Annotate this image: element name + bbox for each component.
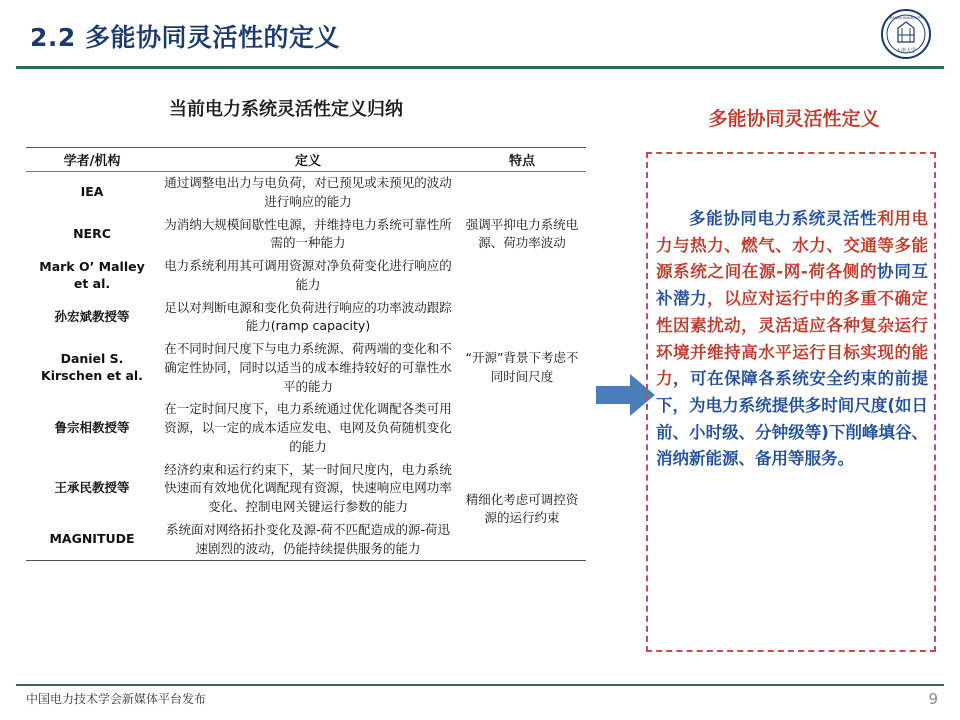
- column-header-feature: 特点: [458, 148, 586, 172]
- paragraph-segment-2: 协同互补潜力: [656, 262, 929, 309]
- table-title: 当前电力系统灵活性定义归纳: [169, 99, 403, 120]
- table-header-row: [26, 148, 586, 172]
- cell-feature: “开源”背景下考虑不同时间尺度: [465, 350, 579, 385]
- table-row: [26, 398, 586, 458]
- cell-scholar: 鲁宗相教授等: [54, 419, 130, 435]
- footer-text: 中国电力技术学会新媒体平台发布: [26, 692, 207, 706]
- cell-definition: 为消纳大规模间歇性电源，并维持电力系统可靠性所需的一种能力: [164, 216, 452, 251]
- page-title: 2.2 多能协同灵活性的定义: [30, 23, 340, 52]
- cell-scholar: NERC: [73, 225, 111, 241]
- cell-definition: 通过调整电出力与电负荷，对已预见或未预见的波动进行响应的能力: [164, 175, 452, 209]
- table-row: [26, 297, 586, 339]
- cell-scholar: Mark O’ Malley et al.: [39, 258, 145, 291]
- page-number: 9: [928, 690, 938, 708]
- cell-feature: 精细化考虑可调控资源的运行约束: [465, 491, 579, 526]
- table-row: [26, 459, 586, 519]
- cell-scholar: 王承民教授等: [54, 480, 130, 496]
- cell-definition: 系统面对网络拓扑变化及源-荷不匹配造成的源-荷迅速剧烈的波动，仍能持续提供服务的能力: [165, 521, 451, 556]
- cell-definition: 经济约束和运行约束下，某一时间尺度内，电力系统快速而有效地优化调配现有资源，快速响应电网功率变化、控制电网关键运行参数的能力: [164, 461, 452, 514]
- cell-definition: 电力系统利用其可调用资源对净负荷变化进行响应的能力: [164, 258, 452, 292]
- cell-feature: [458, 398, 586, 458]
- table-row: [26, 172, 586, 214]
- cell-definition: 足以对判断电源和变化负荷进行响应的功率波动跟踪能力(ramp capacity): [164, 299, 452, 334]
- paragraph-segment-1: 利用电力与热力、燃气、水力、交通等多能源系统之间在源-网-荷各侧的: [656, 209, 929, 282]
- table-bottom-rule: [26, 560, 586, 561]
- cell-scholar: 孙宏斌教授等: [54, 308, 130, 324]
- cell-feature: [458, 297, 586, 339]
- left-panel: [26, 95, 586, 556]
- definition-table-wrap: [26, 147, 586, 561]
- paragraph-segment-0: 多能协同电力系统灵活性: [689, 209, 878, 228]
- svg-text:天津大学: 天津大学: [895, 48, 917, 54]
- svg-text:TIANJIN UNIVERSITY: TIANJIN UNIVERSITY: [889, 16, 923, 20]
- definition-table: [26, 147, 586, 560]
- cell-scholar: IEA: [80, 184, 104, 200]
- cell-definition: 在不同时间尺度下与电力系统源、荷两端的变化和不确定性协同，同时以适当的成本维持较好的可靠性水平的能力: [164, 341, 452, 394]
- paragraph-segment-3: ，以应对运行中的多重不确定性因素扰动，灵活适应各种复杂运行环境并维持高水平运行目标实现的能力: [656, 289, 929, 389]
- table-row: [26, 338, 586, 398]
- column-header-scholar: 学者/机构: [26, 148, 158, 172]
- cell-scholar: MAGNITUDE: [49, 531, 135, 547]
- cell-scholar: Daniel S. Kirschen et al.: [41, 351, 143, 384]
- cell-feature: 强调平抑电力系统电源、荷功率波动: [465, 216, 579, 251]
- right-panel-paragraph: [656, 206, 928, 473]
- cell-definition: 在一定时间尺度下，电力系统通过优化调配各类可用资源，以一定的成本适应发电、电网及负荷随机变化的能力: [164, 401, 452, 454]
- right-panel-title: 多能协同灵活性定义: [708, 108, 880, 130]
- university-seal-logo: [880, 8, 932, 60]
- paragraph-segment-4: ，可在保障各系统安全约束的前提下，为电力系统提供多时间尺度(如日前、小时级、分钟级等)下削峰填谷、消纳新能源、备用等服务。: [656, 369, 929, 469]
- column-header-definition: 定义: [158, 148, 458, 172]
- header-divider: [16, 66, 944, 69]
- footer-divider: [16, 684, 944, 686]
